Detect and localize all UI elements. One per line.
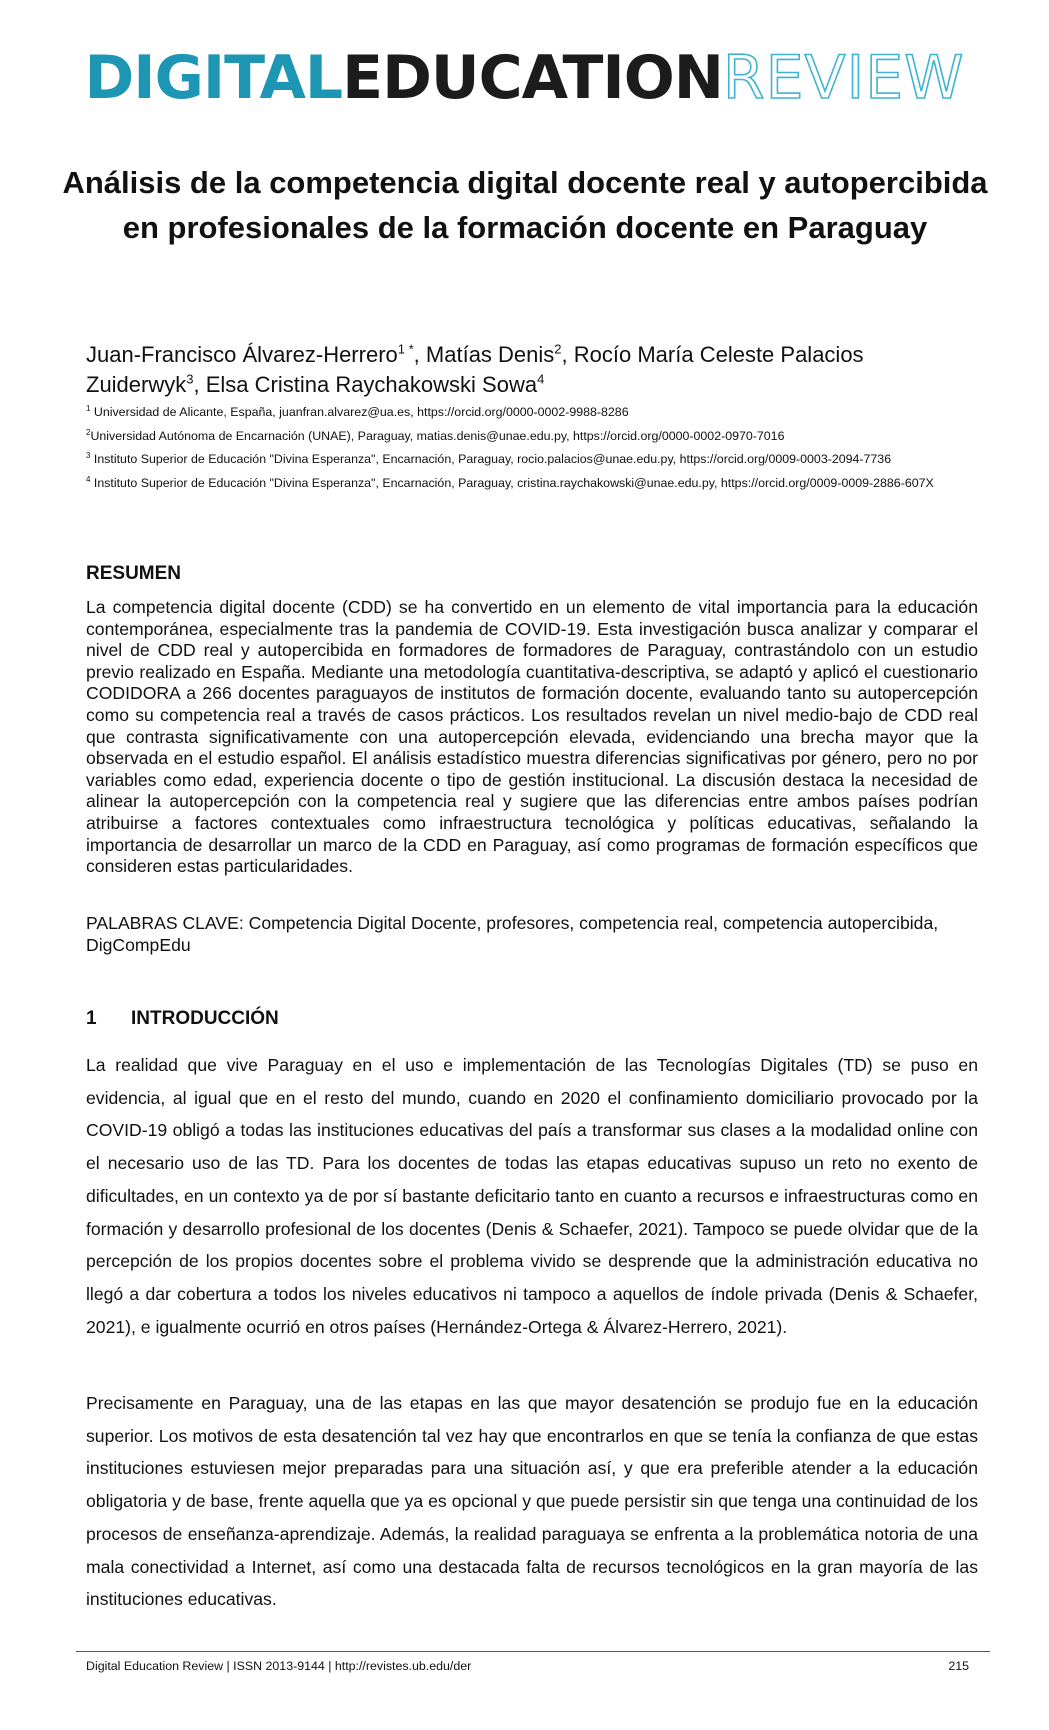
- affiliation-text: Universidad de Alicante, España, juanfran.alvarez@ua.es, https://orcid.org/0000-0002-9988-8286: [90, 405, 629, 419]
- affiliation-item: [86, 425, 966, 449]
- abstract-text: La competencia digital docente (CDD) se ha convertido en un elemento de vital importancia para la educación contemporánea, especialmente tras la pandemia de COVID-19. Esta investigación busca analizar y comparar el nivel de CDD real y autopercibida en formadores de formadores de Paraguay, contrastándolo con un estudio previo realizado en España. Mediante una metodología cuantitativa-descriptiva, se adaptó y aplicó el cuestionario CODIDORA a 266 docentes paraguayos de institutos de formación docente, evaluando tanto su autopercepción como su competencia real a través de casos prácticos. Los resultados revelan un nivel medio-bajo de CDD real que contrasta significativamente con una autopercepción elevada, evidenciando una brecha mayor que la observada en el estudio español. El análisis estadístico muestra diferencias significativas por género, pero no por variables como edad, experiencia docente o tipo de gestión institucional. La discusión destaca la necesidad de alinear la autopercepción con la competencia real y sugiere que las diferencias entre ambos países podrían atribuirse a factores contextuales como infraestructura tecnológica y políticas educativas, señalando la importancia de desarrollar un marco de la CDD en Paraguay, así como programas de formación específicos que consideren estas particularidades.: [86, 597, 978, 877]
- author-name: Rocío María Celeste Palacios Zuiderwyk: [86, 342, 864, 397]
- keywords: PALABRAS CLAVE: Competencia Digital Docente, profesores, competencia real, competencia autopercibida, DigCompEdu: [86, 913, 939, 955]
- affiliation-item: [86, 448, 966, 472]
- section-title: INTRODUCCIÓN: [131, 1008, 279, 1029]
- body-paragraph: Precisamente en Paraguay, una de las etapas en las que mayor desatención se produjo fue en la educación superior. Los motivos de esta desatención tal vez hay que encontrarlos en que se tenía la confianza de que estas instituciones estuviesen mejor preparadas para una situación así, y que era preferible atender a la educación obligatoria y de base, frente aquella que ya es opcional y que puede persistir sin que tenga una continuidad de los procesos de enseñanza-aprendizaje. Además, la realidad paraguaya se enfrenta a la problemática notoria de una mala conectividad a Internet, así como una destacada falta de recursos tecnológicos en la gran mayoría de las instituciones educativas.: [86, 1393, 978, 1610]
- affiliation-sup: 2: [86, 427, 91, 437]
- footer-journal-info: Digital Education Review | ISSN 2013-9144 | http://revistes.ub.edu/der: [86, 1659, 472, 1673]
- author-name: Matías Denis: [425, 342, 555, 367]
- section-heading-introduction: [86, 1007, 279, 1031]
- article-title: Análisis de la competencia digital docente real y autopercibida en profesionales de la formación docente en Paraguay: [62, 165, 988, 245]
- affiliation-sup: 4: [86, 474, 91, 484]
- author-sup: 1 *: [397, 341, 414, 357]
- body-paragraph: La realidad que vive Paraguay en el uso e implementación de las Tecnologías Digitales (TD) se puso en evidencia, al igual que en el resto del mundo, cuando en 2020 el confinamiento domiciliario provocado por la COVID-19 obligó a todas las instituciones educativas del país a transformar sus clases a la modalidad online con el necesario uso de las TD. Para los docentes de todas las etapas educativas supuso un reto no exento de dificultades, en un contexto ya de por sí bastante deficitario tanto en cuanto a recursos e infraestructuras como en formación y desarrollo profesional de los docentes (Denis & Schaefer, 2021). Tampoco se puede olvidar que de la percepción de los propios docentes sobre el problema vivido se desprende que la administración educativa no llegó a dar cobertura a todos los niveles educativos ni tampoco a aquellos de índole privada (Denis & Schaefer, 2021), e igualmente ocurrió en otros países (Hernández-Ortega & Álvarez-Herrero, 2021).: [86, 1055, 978, 1337]
- author-sup: 3: [186, 371, 194, 387]
- masthead-review: REVIEW: [722, 43, 965, 113]
- masthead-digital: DIGITAL: [84, 43, 343, 113]
- author-name: Elsa Cristina Raychakowski Sowa: [205, 372, 538, 397]
- affiliation-item: [86, 472, 966, 496]
- masthead-education: EDUCATION: [342, 43, 723, 113]
- affiliation-text: Instituto Superior de Educación "Divina Esperanza", Encarnación, Paraguay, rocio.palacios@unae.edu.py, https://orcid.org/0009-0003-2094-7736: [90, 452, 892, 466]
- affiliation-list: [86, 401, 966, 495]
- affiliation-sup: 1: [86, 403, 91, 413]
- author-sup: 2: [554, 341, 562, 357]
- journal-masthead-logo: [0, 38, 1049, 118]
- affiliation-sup: 3: [86, 450, 91, 460]
- page-number: 215: [948, 1659, 969, 1673]
- author-list: Juan-Francisco Álvarez-Herrero$^{1 *}$, Matías Denis$^2$, Rocío María Celeste Palacios Zuiderwyk$^3$, Elsa Cristina Raychakowski Sowa$^4$: [86, 341, 864, 397]
- abstract-heading: RESUMEN: [86, 563, 182, 584]
- affiliation-text: Instituto Superior de Educación "Divina Esperanza", Encarnación, Paraguay, cristina.raychakowski@unae.edu.py, https://orcid.org/0009-0009-2886-607X: [90, 475, 934, 490]
- affiliation-text: Universidad Autónoma de Encarnación (UNAE), Paraguay, matias.denis@unae.edu.py, https://orcid.org/0000-0002-0970-7016: [90, 428, 785, 443]
- author-name: Juan-Francisco Álvarez-Herrero: [86, 342, 398, 367]
- section-number: 1: [86, 1008, 97, 1029]
- affiliation-item: [86, 401, 966, 425]
- footer-divider: [76, 1651, 990, 1652]
- author-sup: 4: [537, 371, 545, 387]
